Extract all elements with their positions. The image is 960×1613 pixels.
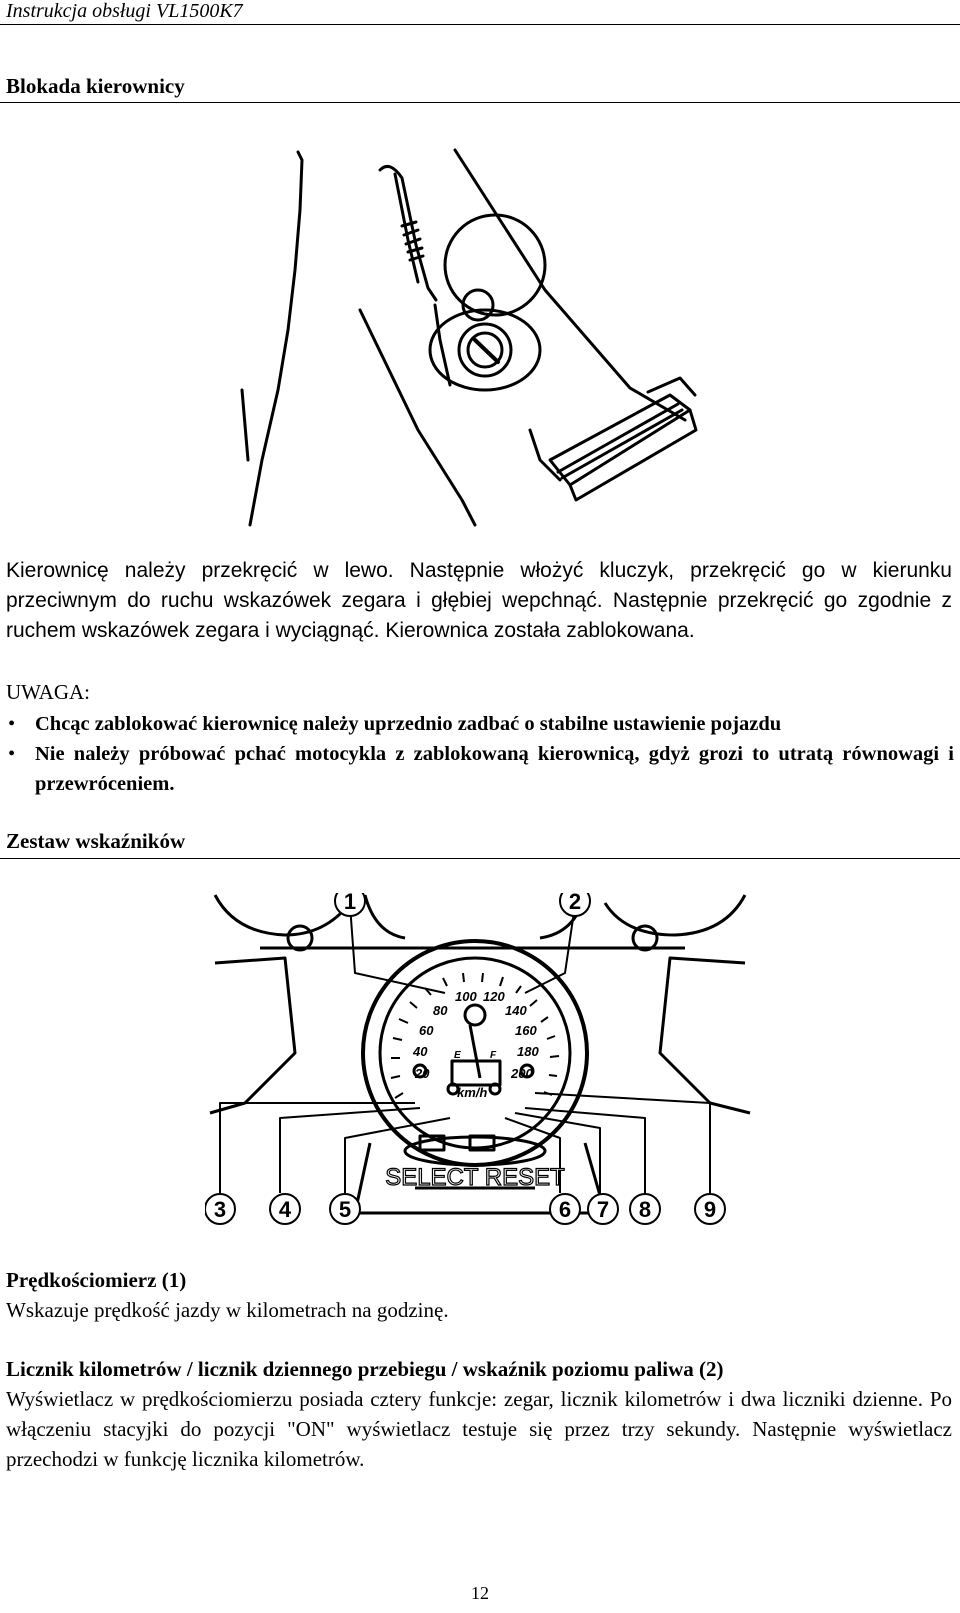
warning-text: Nie należy próbować pchać motocykla z zablokowaną kierownicą, gdyż grozi to utratą równowagi i przewróceniem. (35, 743, 954, 795)
callout-6 (550, 1194, 580, 1224)
fuel-empty-label: E (454, 1050, 461, 1061)
speedometer-text: Wskazuje prędkość jazdy w kilometrach na godzinę. (6, 1298, 449, 1322)
callout-9 (695, 1194, 725, 1224)
svg-text:9: 9 (703, 1197, 717, 1222)
speed-label-120: 120 (483, 989, 505, 1004)
svg-text:8: 8 (638, 1197, 652, 1222)
callout-8 (630, 1194, 660, 1224)
steering-lock-instructions: Kierownicę należy przekręcić w lewo. Następnie włożyć kluczyk, przekręcić go w kierunku przeciwnym do ruchu wskazówek zegara i głębiej wepchnąć. Następnie przekręcić go zgodnie z ruchem wskazówek zegara i wyciągnąć. Kierownica została zablokowana. (6, 559, 952, 642)
warning-item (6, 739, 954, 799)
speedometer-heading: Prędkościomierz (1) (6, 1268, 187, 1292)
speed-label-140: 140 (505, 1003, 527, 1018)
fuel-full-label: F (490, 1050, 497, 1061)
callout-4 (270, 1194, 300, 1224)
svg-text:3: 3 (213, 1197, 227, 1222)
svg-text:2: 2 (568, 893, 582, 914)
speed-label-20: 20 (415, 1066, 430, 1081)
header-rule (0, 24, 960, 25)
svg-text:4: 4 (278, 1197, 292, 1222)
section-rule (0, 858, 960, 859)
steering-lock-illustration (240, 140, 710, 530)
warning-list (6, 709, 954, 799)
speed-label-80: 80 (433, 1003, 448, 1018)
callout-3 (205, 1194, 235, 1224)
speed-label-200: 200 (511, 1066, 533, 1081)
callout-2 (560, 893, 590, 916)
speed-label-40: 40 (413, 1044, 428, 1059)
warning-text: Chcąc zablokować kierownicę należy uprzednio zadbać o stabilne ustawienie pojazdu (35, 713, 782, 735)
instrument-cluster-illustration (205, 893, 755, 1253)
odometer-block (6, 1354, 952, 1474)
speed-unit: km/h (457, 1085, 488, 1100)
callout-5 (330, 1194, 360, 1224)
speed-label-100: 100 (455, 989, 477, 1004)
bullet-icon: • (8, 743, 16, 765)
odometer-text: Wyświetlacz w prędkościomierzu posiada cztery funkcje: zegar, licznik kilometrów i dwa liczniki dzienne. Po włączeniu stacyjki do pozycji "ON" wyświetlacz testuje się przez trzy sekundy. Następnie wyświetlacz przechodzi w funkcję licznika kilometrów. (6, 1387, 952, 1471)
section-rule (0, 102, 960, 103)
section-heading-instrument-cluster: Zestaw wskaźników (6, 829, 186, 853)
svg-text:7: 7 (596, 1197, 610, 1222)
warning-label: UWAGA: (6, 680, 90, 704)
page-number: 12 (471, 1583, 489, 1603)
speed-label-60: 60 (419, 1023, 434, 1038)
bullet-icon: • (8, 713, 16, 735)
speedometer-block (6, 1265, 952, 1325)
warning-item (6, 709, 954, 739)
select-reset-label: SELECT RESET (385, 1164, 565, 1191)
callout-1 (335, 893, 365, 916)
svg-text:1: 1 (343, 893, 357, 914)
svg-text:6: 6 (558, 1197, 572, 1222)
speed-label-160: 160 (515, 1023, 537, 1038)
document-header-title: Instrukcja obsługi VL1500K7 (6, 0, 243, 22)
section-heading-steering-lock: Blokada kierownicy (6, 74, 185, 98)
odometer-heading: Licznik kilometrów / licznik dziennego przebiegu / wskaźnik poziomu paliwa (2) (6, 1357, 724, 1381)
callout-7 (588, 1194, 618, 1224)
speed-label-180: 180 (517, 1044, 539, 1059)
svg-text:5: 5 (338, 1197, 352, 1222)
